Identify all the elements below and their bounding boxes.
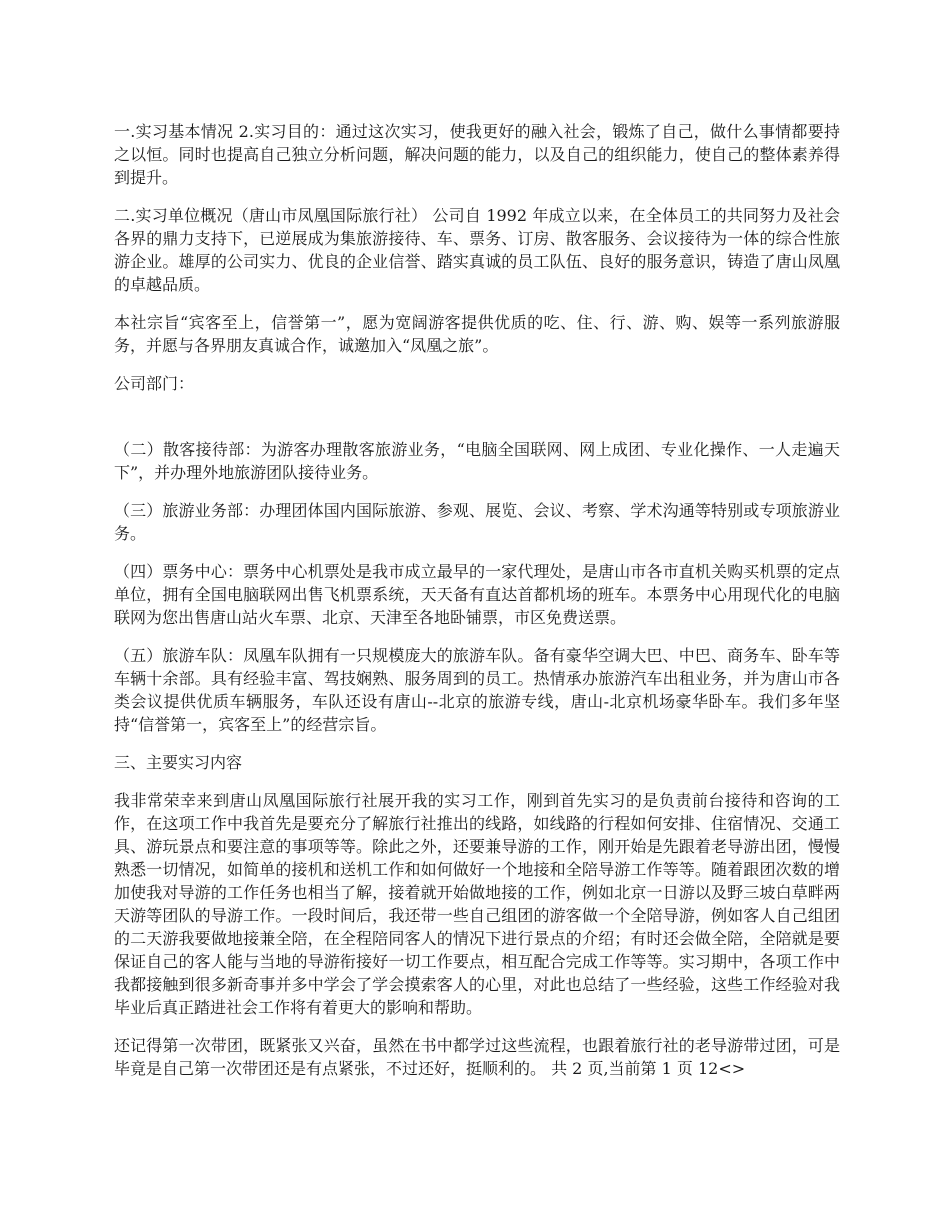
section-heading-main-content: 三、主要实习内容 xyxy=(114,753,243,772)
paragraph-internship-work: 我非常荣幸来到唐山凤凰国际旅行社展开我的实习工作，刚到首先实习的是负责前台接待和咨询的工作，在这项工作中我首先是要充分了解旅行社推出的线路，如线路的行程如何安排、住宿情况、交通工具、游玩景点和要注意的事项等等。除此之外，还要兼导游的工作，刚开始是先跟着老导游出团，慢慢熟悉一切情况，如简单的接机和送机工作和如何做好一个地接和全陪导游工作等等。随着跟团次数的增加使我对导游的工作任务也相当了解，接着就开始做地接的工作，例如北京一日游以及野三坡白草畔两天游等团队的导游工作。一段时间后，我还带一些自己组团的游客做一个全陪导游，例如客人自己组团的二天游我要做地接兼全陪，在全程陪同客人的情况下进行景点的介绍；有时还会做全陪，全陪就是要保证自己的客人能与当地的导游衔接好一切工作要点，相互配合完成工作等等。实习期中，各项工作中我都接触到很多新奇事并多中学会了学会摸索客人的心里，对此也总结了一些经验，这些工作经验对我毕业后真正踏进社会工作将有着更大的影响和帮助。 xyxy=(114,791,840,1017)
paragraph-individual-reception: （二）散客接待部：为游客办理散客旅游业务，“电脑全国联网、网上成团、专业化操作、一人走遍天下”，并办理外地旅游团队接待业务。 xyxy=(114,440,840,482)
paragraph-company-overview: 二.实习单位概况（唐山市凤凰国际旅行社） 公司自 1992 年成立以来，在全体员工的共同努力及社会各界的鼎力支持下，已逆展成为集旅游接待、车、票务、订房、散客服务、会议接待为一体的综合性旅游企业。雄厚的公司实力、优良的企业信誉、踏实真诚的员工队伍、良好的服务意识，铸造了唐山凤凰的卓越品质。 xyxy=(114,206,840,294)
paragraph-tour-business: （三）旅游业务部：办理团体国内国际旅游、参观、展览、会议、考察、学术沟通等特别或专项旅游业务。 xyxy=(114,501,840,543)
paragraph-practice-purpose: 一.实习基本情况 2.实习目的：通过这次实习，使我更好的融入社会，锻炼了自己，做什么事情都要持之以恒。同时也提高自己独立分析问题，解决问题的能力，以及自己的组织能力，使自己的整体素养得到提升。 xyxy=(114,122,840,187)
paragraph-first-tour: 还记得第一次带团，既紧张又兴奋，虽然在书中都学过这些流程，也跟着旅行社的老导游带过团，可是毕竟是自己第一次带团还是有点紧张，不过还好，挺顺利的。 共 2 页,当前第 1 页 12<> xyxy=(114,1036,840,1078)
paragraph-departments-heading: 公司部门： xyxy=(114,374,195,393)
paragraph-tour-fleet: （五）旅游车队：凤凰车队拥有一只规模庞大的旅游车队。备有豪华空调大巴、中巴、商务车、卧车等车辆十余部。具有经验丰富、驾技娴熟、服务周到的员工。热情承办旅游汽车出租业务，并为唐山市各类会议提供优质车辆服务，车队还设有唐山--北京的旅游专线，唐山-北京机场豪华卧车。我们多年坚持“信誉第一，宾客至上”的经营宗旨。 xyxy=(114,646,840,734)
paragraph-ticket-center: （四）票务中心：票务中心机票处是我市成立最早的一家代理处，是唐山市各市直机关购买机票的定点单位，拥有全国电脑联网出售飞机票系统，天天备有直达首都机场的班车。本票务中心用现代化的电脑联网为您出售唐山站火车票、北京、天津至各地卧铺票，市区免费送票。 xyxy=(114,562,840,627)
paragraph-company-purpose: 本社宗旨“宾客至上，信誉第一”，愿为宽阔游客提供优质的吃、住、行、游、购、娱等一系列旅游服务，并愿与各界朋友真诚合作，诚邀加入“凤凰之旅”。 xyxy=(114,313,840,355)
document-body xyxy=(114,120,840,1095)
blank-gap xyxy=(114,410,840,438)
